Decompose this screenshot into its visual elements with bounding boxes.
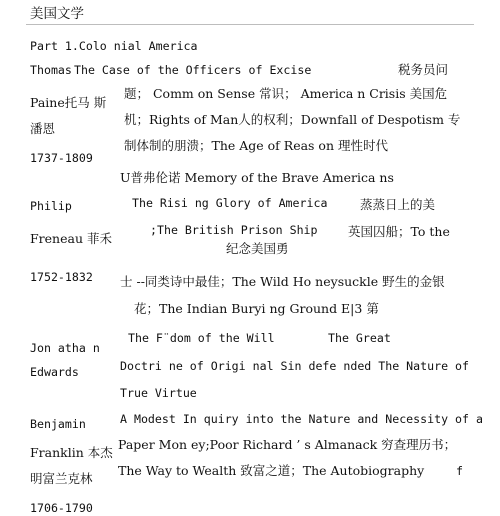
page-heading: 美国文学: [30, 6, 84, 22]
author-name: Thomas: [30, 63, 72, 77]
works-line: 制体制的朋溃；The Age of Reas on 理性时代: [124, 138, 388, 153]
works-line: 机；Rights of Man人的权利；Downfall of Despotism 专: [124, 112, 461, 127]
works-line: 花；The Indian Buryi ng Ground E|3 第: [134, 301, 379, 316]
works-line: The F¨dom of the Will: [128, 331, 275, 345]
works-line: 士 --同类诗中最佳；The Wild Ho neysuckle 野生的金银: [120, 274, 445, 289]
author-name: Jon atha n: [30, 341, 100, 355]
works-line: 蒸蒸日上的美: [360, 197, 436, 212]
works-line: Paper Mon ey;Poor Richard ’ s Almanack 穷查理历书；: [118, 437, 457, 452]
works-line: True Virtue: [120, 386, 197, 400]
author-dates: 1706-1790: [30, 501, 93, 515]
works-line: Doctri ne of Origi nal Sin defe nded The Nature of: [120, 359, 470, 373]
works-line: f: [456, 464, 463, 478]
part-title: Part 1.Colo nial America: [30, 39, 198, 53]
author-name: 潘恩: [30, 121, 56, 136]
author-name: Benjamin: [30, 417, 86, 431]
author-name: Franklin 本杰: [30, 445, 113, 460]
works-line: U普弗伦诺 Memory of the Brave America ns: [120, 170, 394, 185]
works-line: 纪念美国勇: [226, 241, 289, 256]
author-dates: 1737-1809: [30, 151, 93, 165]
works-line: 题； Comm on Sense 常识； America n Crisis 美国危: [124, 86, 448, 101]
works-line: The Way to Wealth 致富之道；The Autobiography: [118, 463, 425, 478]
author-dates: 1752-1832: [30, 270, 93, 284]
works-line: 税务员问: [398, 62, 449, 77]
heading-divider: [26, 24, 474, 25]
works-line: The Risi ng Glory of America: [132, 196, 328, 210]
works-line: The Great: [328, 331, 391, 345]
author-name: 明富兰克林: [30, 471, 93, 486]
author-name: Philip: [30, 199, 72, 213]
works-line: The Case of the Officers of Excise: [74, 63, 312, 77]
author-name: Freneau 菲禾: [30, 231, 112, 246]
author-name: Edwards: [30, 365, 79, 379]
author-name: Paine托马 斯: [30, 95, 107, 110]
works-line: 英国囚船；To the: [348, 224, 450, 239]
works-line: ;The British Prison Ship: [150, 223, 318, 237]
works-line: A Modest In quiry into the Nature and Necessity of a: [120, 412, 483, 426]
